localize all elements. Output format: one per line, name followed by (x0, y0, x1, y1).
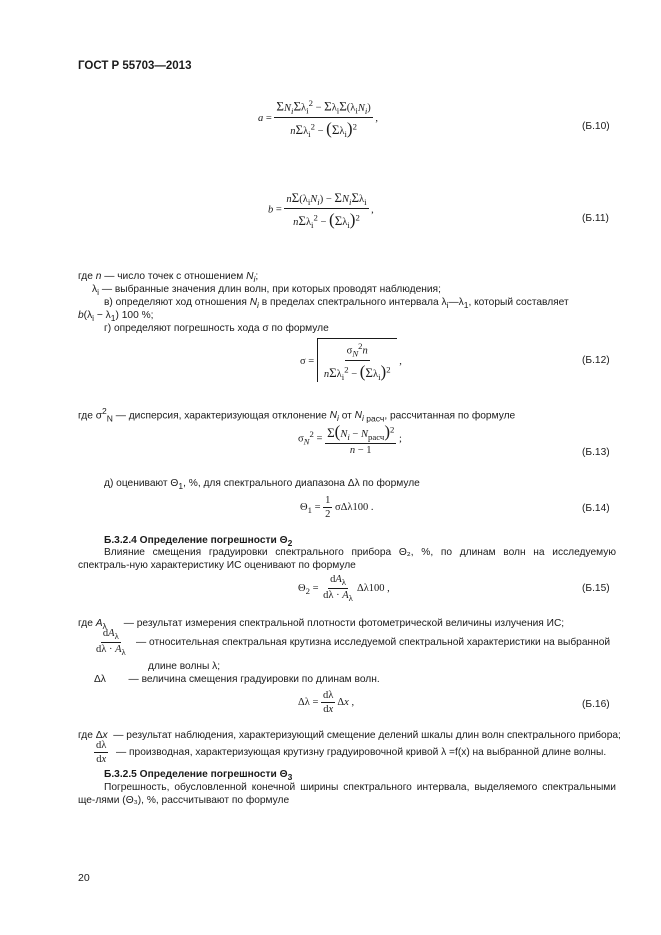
formula-label-b14: (Б.14) (582, 503, 610, 514)
def-sigma: где $\sigma^2_N$ — дисперсия, характеризующая отклонение $N_i$ от $N_i$ $_{расч}$, рассчитанная по формуле (78, 406, 516, 424)
formula-label-b13: (Б.13) (582, 447, 610, 458)
def-derivative: — производная, характеризующая крутизну градуировочной кривой λ =f(x) на выбранной длине волны. (116, 747, 607, 758)
def-n: где n — число точек с отношением $N_i$; (78, 271, 259, 285)
def-A: где $A_\lambda$ — результат измерения спектральной плотности фотометрической величины излучения ИС; (78, 618, 565, 632)
formula-b13: $\sigma_N^2$ = $\frac{\Sigma(N_i - N_{расч})^2}{n - 1}$ ; (298, 422, 402, 457)
def-dx: где Δx — результат наблюдения, характеризующий смещение делений шкалы длин волн спектрального прибора; (78, 730, 621, 741)
formula-label-b16: (Б.16) (582, 699, 610, 710)
section-324-paragraph: Влияние смещения градуировки спектрального прибора Θ₂, %, по длинам волн на исследуемую спектраль-ную характеристику ИС оценивают по формуле (78, 547, 616, 571)
formula-b15: $\Theta_2$ = $\frac{dA_\lambda}{d\lambda \cdot A_\lambda}$ Δλ100 , (298, 574, 390, 604)
formula-b12: σ = $\frac{\sigma_N^2n}{n\Sigma\lambda_i^2 - (\Sigma\lambda_i)^2}$ , (300, 338, 402, 382)
def-ratio-fraction: $\frac{dA_\lambda}{d\lambda \cdot A_\lambda}$ (96, 628, 126, 658)
formula-b16: Δλ = $\frac{d\lambda}{dx}$ Δx , (298, 690, 355, 715)
formula-b10: a = $\frac{\Sigma N_i\Sigma\lambda_i^2 - \Sigma\lambda_i\Sigma(\lambda_iN_i)}{n\Sigma\lambda_i^2 - (\Sigma\lambda_i)^2}$ , (258, 98, 379, 139)
formula-label-b12: (Б.12) (582, 355, 610, 366)
def-ratio: — относительная спектральная крутизна исследуемой спектральной характеристики на выбранной (136, 637, 611, 648)
formula-label-b11: (Б.11) (582, 213, 609, 224)
def-derivative-fraction: $\frac{d\lambda}{dx}$ (96, 740, 107, 765)
document-header: ГОСТ Р 55703—2013 (78, 60, 192, 72)
item-d: д) оценивают $\Theta_1$, %, для спектрального диапазона Δλ по формуле (104, 478, 420, 492)
section-325-title: Б.3.2.5 Определение погрешности $\Theta_3$ (104, 769, 293, 783)
section-324-title: Б.3.2.4 Определение погрешности $\Theta_2$ (104, 535, 293, 549)
def-ratio-cont: длине волны λ; (148, 661, 221, 672)
formula-label-b10: (Б.10) (582, 121, 610, 132)
item-g: г) определяют погрешность хода σ по формуле (104, 323, 329, 334)
formula-b11: b = $\frac{n\Sigma(\lambda_iN_i) - \Sigma N_i\Sigma\lambda_i}{n\Sigma\lambda_i^2 - (\Sigma\lambda_i)^2}$ , (268, 190, 374, 231)
section-325-paragraph: Погрешность, обусловленной конечной ширины спектрального интервала, выделяемого спектральными ще-лями (Θ₃), %, рассчитывают по формуле (78, 782, 616, 806)
def-lambda: $\lambda_i$ — выбранные значения длин волн, при которых проводят наблюдения; (92, 284, 441, 298)
item-v-cont: $b(\lambda_i - \lambda_1)$ 100 %; (78, 310, 154, 324)
formula-b14: $\Theta_1$ = $\frac{1}{2}$ σΔλ100 . (300, 495, 374, 520)
page-number: 20 (78, 872, 90, 884)
item-v: в) определяют ход отношения $N_i$ в пределах спектрального интервала $\lambda_i—\lambda_1$, который составляет (104, 297, 569, 311)
formula-label-b15: (Б.15) (582, 583, 610, 594)
def-delta-lambda: Δλ — величина смещения градуировки по длинам волн. (94, 674, 380, 685)
